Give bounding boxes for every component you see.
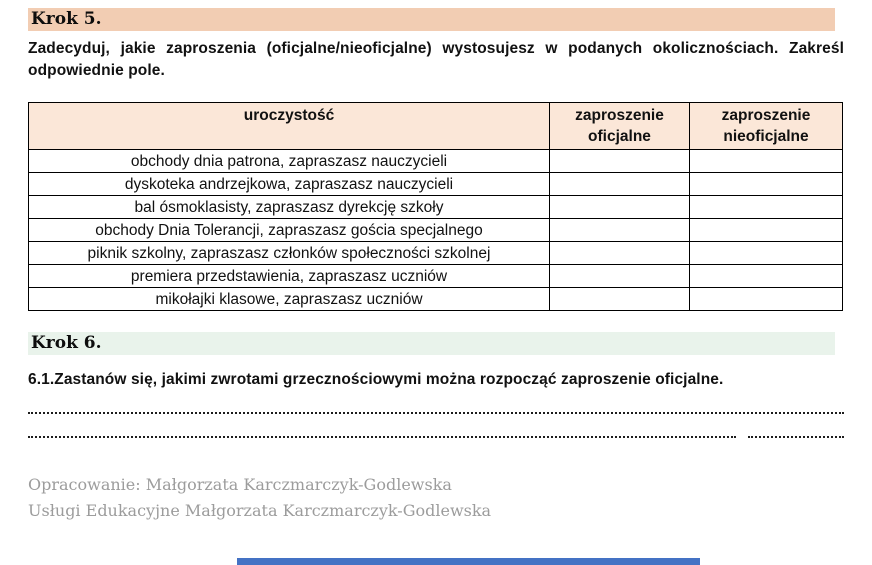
event-label: premiera przedstawienia, zapraszasz uczniów [29,265,550,288]
dotted-line [28,412,844,414]
choice-cell-official[interactable] [550,150,690,173]
choice-cell-unofficial[interactable] [690,242,843,265]
event-label: mikołajki klasowe, zapraszasz uczniów [29,288,550,311]
choice-cell-unofficial[interactable] [690,265,843,288]
credit-line-uslugi: Usługi Edukacyjne Małgorzata Karczmarczyk-Godlewska [28,501,492,520]
worksheet-page [28,8,844,524]
answer-line-1[interactable] [28,412,844,414]
event-label: bal ósmoklasisty, zapraszasz dyrekcję szkoły [29,196,550,219]
answer-line-2[interactable] [28,436,844,438]
table-row [29,242,843,265]
event-label: piknik szkolny, zapraszasz członków społeczności szkolnej [29,242,550,265]
step5-heading: Krok 5. [31,9,102,29]
table-header-row [29,103,843,150]
step6-question: 6.1.Zastanów się, jakimi zwrotami grzecznościowymi można rozpocząć zaproszenie oficjalne. [28,371,724,388]
choice-cell-unofficial[interactable] [690,288,843,311]
step6-heading: Krok 6. [31,333,102,353]
event-label: obchody dnia patrona, zapraszasz nauczycieli [29,150,550,173]
column-header-zaproszenie-oficjalne: zaproszenie oficjalne [550,103,690,150]
choice-cell-unofficial[interactable] [690,219,843,242]
step5-instruction: Zadecyduj, jakie zaproszenia (oficjalne/nieoficjalne) wystosujesz w podanych okolicznościach. Zakreśl odpowiednie pole. [28,40,844,79]
table-row [29,265,843,288]
table-row [29,150,843,173]
table-row [29,196,843,219]
choice-cell-official[interactable] [550,196,690,219]
table-row [29,219,843,242]
choice-cell-unofficial[interactable] [690,196,843,219]
event-label: dyskoteka andrzejkowa, zapraszasz nauczycieli [29,173,550,196]
footer-credits [28,472,844,524]
choice-cell-official[interactable] [550,173,690,196]
bottom-accent-bar [237,558,700,565]
dotted-line [28,436,736,438]
choice-cell-official[interactable] [550,242,690,265]
choice-cell-official[interactable] [550,265,690,288]
credit-line-opracowanie: Opracowanie: Małgorzata Karczmarczyk-Godlewska [28,475,452,494]
table-row [29,173,843,196]
column-header-zaproszenie-nieoficjalne: zaproszenie nieoficjalne [690,103,843,150]
column-header-uroczystosc: uroczystość [29,103,550,150]
choice-cell-official[interactable] [550,288,690,311]
table-row [29,288,843,311]
choice-cell-official[interactable] [550,219,690,242]
step6-header-bar [28,332,835,355]
choice-cell-unofficial[interactable] [690,150,843,173]
dotted-line [748,436,844,438]
invitations-table [28,102,843,311]
choice-cell-unofficial[interactable] [690,173,843,196]
event-label: obchody Dnia Tolerancji, zapraszasz gościa specjalnego [29,219,550,242]
step5-header-bar [28,8,835,31]
